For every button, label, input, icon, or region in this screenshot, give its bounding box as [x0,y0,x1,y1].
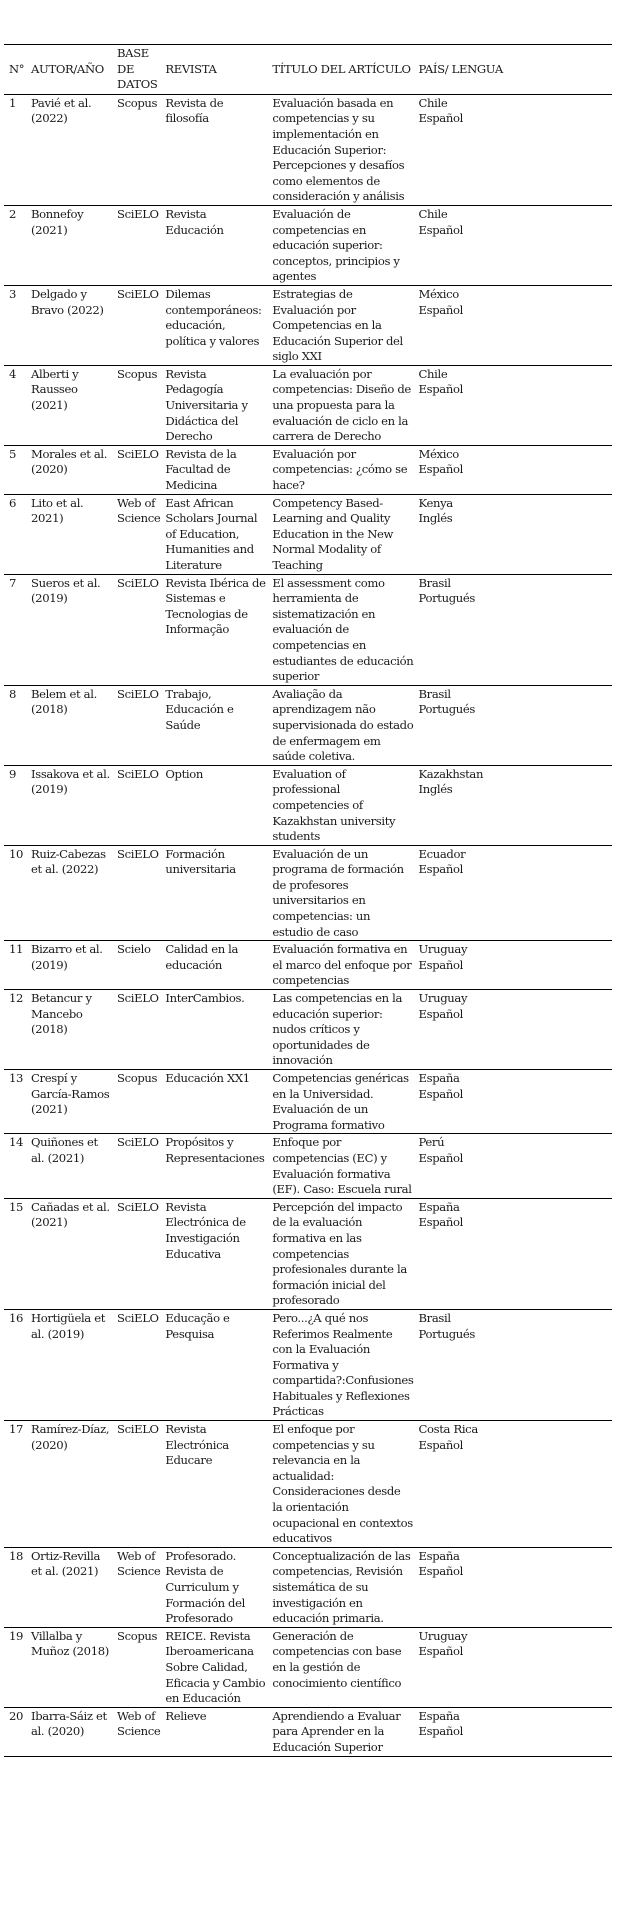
table-row [4,285,612,365]
cell-base: Web of Science [117,495,161,526]
cell-pais: Chile Español [418,366,463,397]
cell-base: Scopus [117,95,158,110]
cell-titulo: Las competencias en la educación superior: nudos críticos y oportunidades de innovación [272,991,403,1068]
table-row [4,1198,612,1309]
cell-n: 3 [9,286,17,301]
cell-n: 11 [9,942,24,957]
cell-titulo: El assessment como herramienta de sistematización en evaluación de competencias en estudiantes de educación superior [272,575,414,684]
table-row [4,685,612,765]
cell-n: 15 [9,1199,24,1214]
cell-autor: Alberti y Rausseo (2021) [31,366,79,413]
table-row [4,1547,612,1627]
table-body [4,94,612,1756]
cell-n: 20 [9,1708,24,1723]
cell-n: 12 [9,991,24,1006]
cell-n: 7 [9,575,17,590]
cell-titulo: Generación de competencias con base en la gestión de conocimiento científico [272,1628,402,1690]
cell-revista: Revista Educación [165,206,224,237]
cell-base: Scielo [117,942,151,957]
cell-base: SciELO [117,1422,159,1437]
cell-pais: Kenya Inglés [418,495,453,526]
cell-revista: Trabajo, Educación e Saúde [165,686,234,732]
cell-revista: Propósitos y Representaciones [165,1135,265,1165]
cell-revista: Educación XX1 [165,1071,250,1085]
cell-base: SciELO [117,1310,159,1325]
cell-base: SciELO [117,1135,159,1150]
table-row [4,445,612,494]
cell-pais: Chile Español [418,206,463,237]
cell-autor: Ruiz-Cabezas et al. (2022) [31,846,106,877]
cell-titulo: Competencias genéricas en la Universidad. Evaluación de un Programa formativo [272,1071,409,1132]
cell-titulo: Enfoque por competencias (EC) y Evaluación formativa (EF). Caso: Escuela rural [272,1135,412,1197]
cell-n: 17 [9,1422,24,1437]
cell-n: 4 [9,366,17,381]
cell-titulo: Evaluación de competencias en educación superior: conceptos, principios y agentes [272,206,400,284]
cell-titulo: Evaluation of professional competencies of Kazakhstan university students [272,766,396,844]
cell-titulo: Evaluación por competencias: ¿cómo se hace? [272,446,408,493]
cell-revista: Revista Ibérica de Sistemas e Tecnologias de Informação [165,575,266,637]
cell-n: 16 [9,1310,24,1325]
table-row [4,1134,612,1198]
header-n: N° [9,61,25,76]
cell-autor: Cañadas et al. (2021) [31,1199,110,1230]
cell-pais: México Español [418,446,463,477]
cell-autor: Villalba y Muñoz (2018) [31,1628,109,1659]
cell-pais: Chile Español [418,95,463,126]
cell-autor: Delgado y Bravo (2022) [31,286,104,317]
cell-pais: Costa Rica Español [418,1422,478,1452]
table-row [4,845,612,941]
cell-base: SciELO [117,575,159,590]
cell-base: SciELO [117,446,159,461]
cell-titulo: Evaluación basada en competencias y su implementación en Educación Superior: Percepciones y desafíos como elementos de consideración y análisis [272,95,405,204]
header-pais: PAÍS/ LENGUA [418,61,503,76]
cell-revista: Calidad en la educación [165,942,239,972]
cell-autor: Hortigüela et al. (2019) [31,1310,106,1341]
cell-autor: Crespí y García-Ramos (2021) [31,1071,110,1117]
cell-revista: Relieve [165,1708,207,1723]
cell-titulo: Avaliação da aprendizagem não supervisionada do estado de enfermagem em saúde coletiva. [272,686,414,764]
header-base: BASE DE DATOS [117,46,158,92]
table-row [4,574,612,685]
table-row [4,365,612,445]
cell-n: 19 [9,1628,24,1643]
cell-n: 9 [9,766,17,781]
cell-n: 1 [9,95,17,110]
cell-base: SciELO [117,766,159,781]
cell-pais: Uruguay Español [418,1628,468,1659]
cell-pais: Brasil Portugués [418,686,476,717]
cell-pais: España Español [418,1071,463,1101]
cell-revista: Educação e Pesquisa [165,1310,230,1341]
cell-n: 13 [9,1071,24,1085]
cell-autor: Belem et al. (2018) [31,686,97,717]
table-row [4,94,612,205]
cell-pais: España Español [418,1548,463,1579]
cell-titulo: Conceptualización de las competencias, Revisión sistemática de su investigación en educación primaria. [272,1548,411,1626]
table-row [4,1309,612,1420]
cell-autor: Issakova et al. (2019) [31,766,110,797]
header-autor: AUTOR/AÑO [31,61,104,76]
header-row [4,45,612,95]
table-row [4,1627,612,1707]
cell-pais: Uruguay Español [418,942,468,972]
cell-autor: Bizarro et al. (2019) [31,942,103,972]
cell-autor: Morales et al. (2020) [31,446,108,477]
cell-revista: East African Scholars Journal of Education, Humanities and Literature [165,495,258,572]
cell-autor: Lito et al. 2021) [31,495,84,526]
cell-pais: Uruguay Español [418,991,468,1021]
cell-revista: Revista Electrónica de Investigación Educativa [165,1199,246,1261]
cell-revista: Option [165,766,204,781]
cell-titulo: Evaluación de un programa de formación de profesores universitarios en competencias: un estudio de caso [272,846,404,939]
cell-n: 2 [9,206,17,221]
cell-base: Web of Science [117,1708,161,1739]
cell-pais: España Español [418,1199,463,1230]
table-row [4,494,612,574]
cell-base: Web of Science [117,1548,161,1579]
cell-pais: México Español [418,286,463,317]
cell-n: 5 [9,446,17,461]
cell-autor: Pavié et al. (2022) [31,95,92,126]
cell-titulo: Competency Based-Learning and Quality Education in the New Normal Modality of Teaching [272,495,394,572]
cell-base: Scopus [117,1071,158,1085]
cell-autor: Ramírez-Díaz, (2020) [31,1422,110,1452]
table-row [4,1707,612,1756]
table-row [4,1421,612,1548]
cell-n: 14 [9,1135,24,1150]
cell-base: SciELO [117,1199,159,1214]
cell-n: 6 [9,495,17,510]
cell-revista: Dilemas contemporáneos: educación, política y valores [165,286,262,348]
cell-revista: InterCambios. [165,991,245,1006]
cell-revista: Revista Electrónica Educare [165,1422,229,1468]
cell-revista: Revista de filosofía [165,95,224,126]
cell-revista: Formación universitaria [165,846,236,877]
cell-base: SciELO [117,686,159,701]
cell-n: 18 [9,1548,24,1563]
cell-base: SciELO [117,846,159,861]
cell-pais: Ecuador Español [418,846,466,877]
cell-autor: Betancur y Mancebo (2018) [31,991,92,1037]
cell-base: Scopus [117,366,158,381]
cell-titulo: La evaluación por competencias: Diseño de una propuesta para la evaluación de ciclo en la carrera de Derecho [272,366,411,444]
cell-titulo: Pero...¿A qué nos Referimos Realmente con la Evaluación Formativa y compartida?:Confusiones Habituales y Reflexiones Prácticas [272,1310,414,1419]
table-row [4,990,612,1070]
cell-pais: Brasil Portugués [418,575,476,606]
header-revista: REVISTA [165,61,217,76]
articles-table [4,44,612,1757]
cell-revista: Revista Pedagogía Universitaria y Didáctica del Derecho [165,366,248,444]
cell-base: SciELO [117,286,159,301]
cell-autor: Ortiz-Revilla et al. (2021) [31,1548,101,1579]
cell-autor: Bonnefoy (2021) [31,206,84,237]
cell-base: Scopus [117,1628,158,1643]
cell-revista: REICE. Revista Iberoamericana Sobre Calidad, Eficacia y Cambio en Educación [165,1628,266,1706]
cell-pais: Kazakhstan Inglés [418,766,484,797]
cell-n: 10 [9,846,24,861]
table-row [4,941,612,990]
cell-revista: Profesorado. Revista de Curriculum y Formación del Profesorado [165,1548,245,1626]
cell-pais: Brasil Portugués [418,1310,476,1341]
cell-base: SciELO [117,206,159,221]
cell-autor: Sueros et al. (2019) [31,575,101,606]
cell-autor: Quiñones et al. (2021) [31,1135,98,1165]
cell-titulo: Aprendiendo a Evaluar para Aprender en la Educación Superior [272,1708,401,1754]
cell-revista: Revista de la Facultad de Medicina [165,446,237,493]
table-row [4,205,612,285]
cell-titulo: Estrategias de Evaluación por Competencias en la Educación Superior del siglo XXI [272,286,403,364]
table-row [4,1070,612,1134]
cell-titulo: Percepción del impacto de la evaluación formativa en las competencias profesionales durante la formación inicial del profesorado [272,1199,407,1308]
cell-pais: España Español [418,1708,463,1739]
cell-autor: Ibarra-Sáiz et al. (2020) [31,1708,107,1739]
cell-titulo: Evaluación formativa en el marco del enfoque por competencias [272,942,412,988]
cell-n: 8 [9,686,17,701]
cell-base: SciELO [117,991,159,1006]
cell-pais: Perú Español [418,1135,463,1165]
table-row [4,765,612,845]
cell-titulo: El enfoque por competencias y su relevancia en la actualidad: Consideraciones desde la orientación ocupacional en contextos educativos [272,1422,413,1546]
header-titulo: TÍTULO DEL ARTÍCULO [272,61,411,76]
